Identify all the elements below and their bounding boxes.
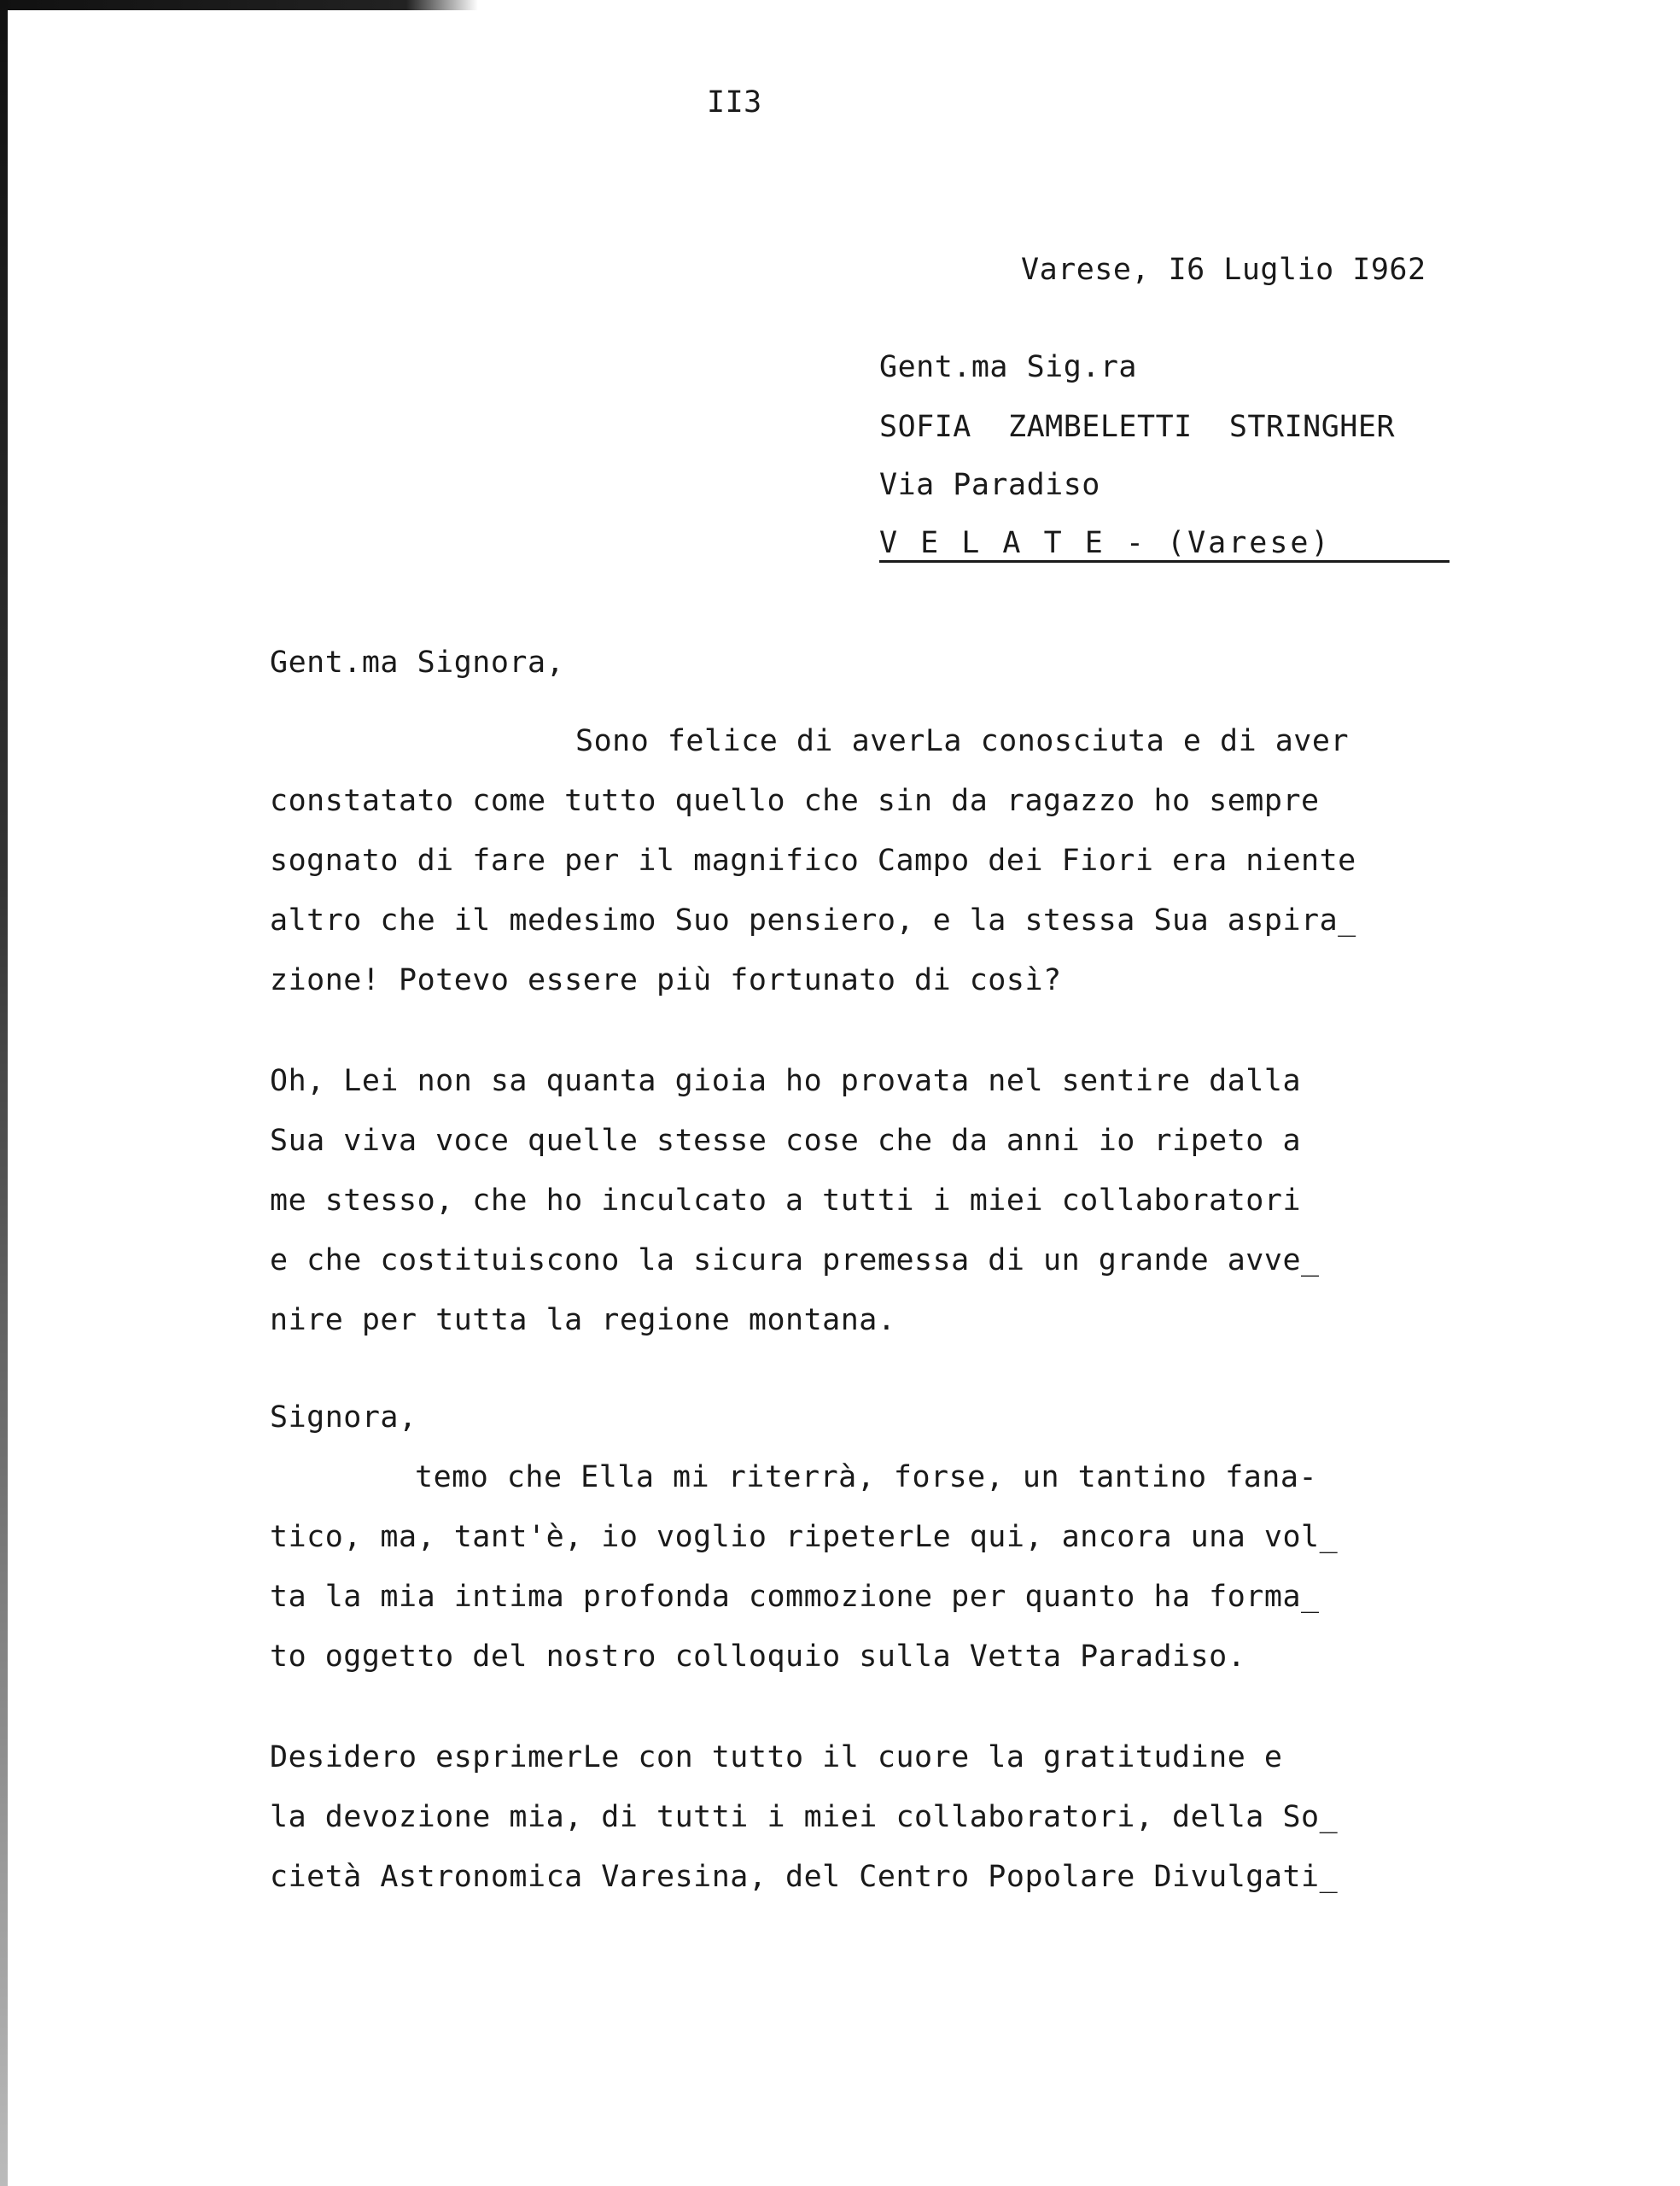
salutation-2: Signora, — [270, 1400, 417, 1435]
paragraph4-line: cietà Astronomica Varesina, del Centro Popolare Divulgati_ — [270, 1860, 1339, 1894]
paragraph2-line: me stesso, che ho inculcato a tutti i miei collaboratori — [270, 1184, 1302, 1218]
paragraph3-line: to oggetto del nostro colloquio sulla Vetta Paradiso. — [270, 1640, 1246, 1674]
paragraph4-line: la devozione mia, di tutti i miei collaboratori, della So_ — [270, 1800, 1339, 1834]
salutation: Gent.ma Signora, — [270, 646, 565, 680]
paragraph1-line: altro che il medesimo Suo pensiero, e la stessa Sua aspira_ — [270, 903, 1356, 938]
recipient-city: V E L A T E - (Varese) — [879, 526, 1332, 560]
paragraph2-line: Oh, Lei non sa quanta gioia ho provata nel sentire dalla — [270, 1064, 1302, 1098]
paragraph4-line: Desidero esprimerLe con tutto il cuore la gratitudine e — [270, 1740, 1283, 1774]
scan-left-edge — [0, 0, 8, 2186]
recipient-street: Via Paradiso — [879, 468, 1100, 502]
paragraph3-line: ta la mia intima profonda commozione per quanto ha forma_ — [270, 1580, 1320, 1614]
paragraph3-line: tico, ma, tant'è, io voglio ripeterLe qui, ancora una vol_ — [270, 1520, 1339, 1554]
paragraph2-line: e che costituiscono la sicura premessa di un grande avve_ — [270, 1243, 1320, 1277]
date-line: Varese, I6 Luglio I962 — [1021, 253, 1426, 287]
paragraph2-line: Sua viva voce quelle stesse cose che da anni io ripeto a — [270, 1124, 1302, 1158]
paragraph1-line: zione! Potevo essere più fortunato di così? — [270, 963, 1062, 997]
address-underline — [879, 560, 1450, 563]
recipient-title: Gent.ma Sig.ra — [879, 350, 1138, 384]
paragraph3-line: temo che Ella mi riterrà, forse, un tantino fana- — [415, 1460, 1318, 1494]
paragraph1-line: sognato di fare per il magnifico Campo dei Fiori era niente — [270, 844, 1356, 878]
page-number: II3 — [707, 85, 762, 120]
paragraph1-line: constatato come tutto quello che sin da ragazzo ho sempre — [270, 784, 1320, 818]
paragraph2-line: nire per tutta la regione montana. — [270, 1303, 896, 1337]
scan-top-edge — [0, 0, 478, 10]
recipient-name: SOFIA ZAMBELETTI STRINGHER — [879, 410, 1396, 444]
paragraph1-line: Sono felice di averLa conosciuta e di aver — [575, 724, 1350, 758]
